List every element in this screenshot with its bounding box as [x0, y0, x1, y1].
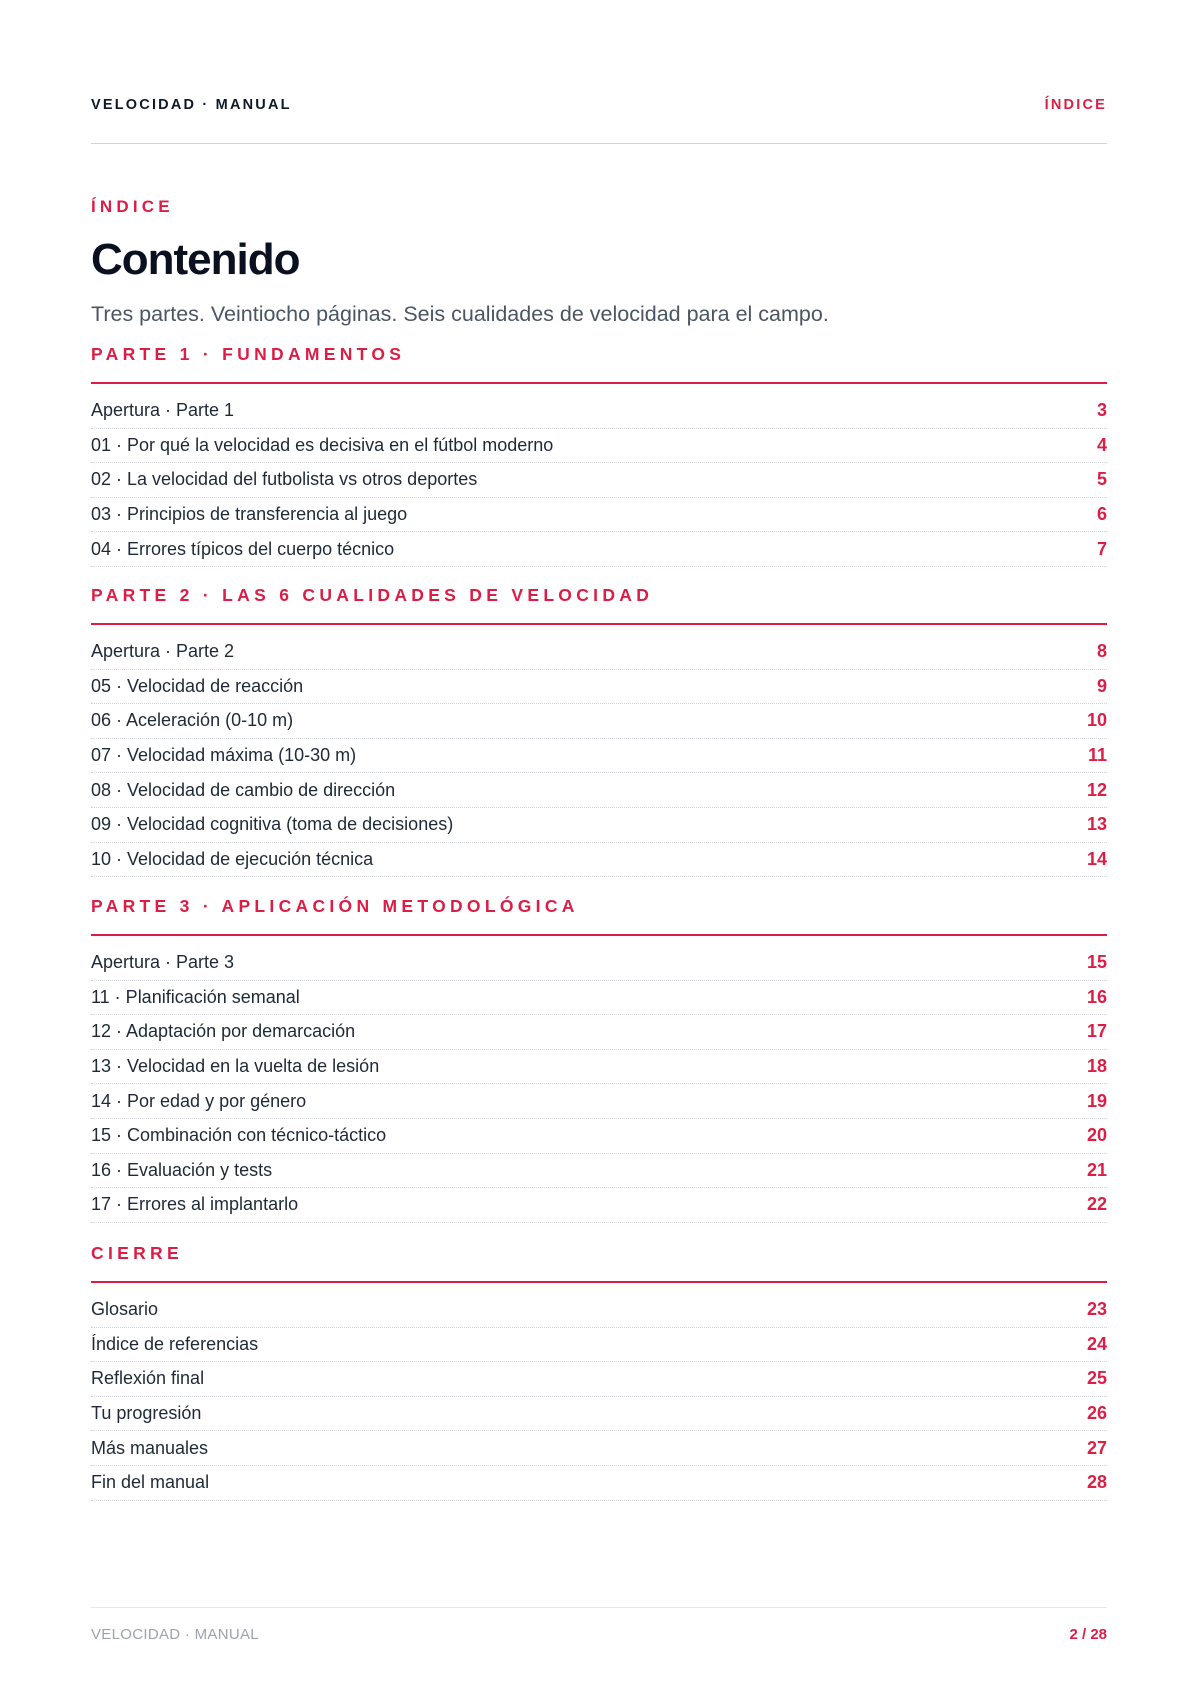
- toc-list: [91, 946, 1107, 1223]
- toc-entry[interactable]: [91, 1050, 1107, 1085]
- toc-entry-page: 16: [1086, 986, 1107, 1007]
- header-divider: [91, 143, 1107, 144]
- toc-entry-label: Índice de referencias: [91, 1333, 259, 1354]
- toc-entry-label: 07 · Velocidad máxima (10-30 m): [91, 745, 357, 766]
- section-heading: [91, 896, 1107, 936]
- section-heading-text: PARTE 1 · FUNDAMENTOS: [91, 344, 406, 364]
- toc-section-part-1: [91, 344, 1107, 567]
- toc-entry[interactable]: [91, 704, 1107, 739]
- toc-entry-label: 13 · Velocidad en la vuelta de lesión: [91, 1056, 380, 1077]
- toc-entry-label: 10 · Velocidad de ejecución técnica: [91, 848, 374, 869]
- toc-entry[interactable]: [91, 429, 1107, 464]
- toc-entry[interactable]: [91, 1084, 1107, 1119]
- toc-entry-label: 14 · Por edad y por género: [91, 1090, 307, 1111]
- toc-entry[interactable]: [91, 463, 1107, 498]
- toc-entry-page: 22: [1086, 1194, 1107, 1215]
- toc-entry-page: 11: [1087, 745, 1107, 766]
- toc-entry-page: 7: [1096, 538, 1107, 559]
- toc-entry[interactable]: [91, 946, 1107, 981]
- toc-entry-page: 21: [1086, 1159, 1107, 1180]
- running-header-title: VELOCIDAD · MANUAL: [91, 97, 292, 113]
- toc-entry[interactable]: [91, 670, 1107, 705]
- toc-list: [91, 1293, 1107, 1501]
- toc-entry[interactable]: [91, 1015, 1107, 1050]
- toc-entry[interactable]: [91, 1188, 1107, 1223]
- toc-entry-page: 20: [1086, 1125, 1107, 1146]
- section-heading: [91, 344, 1107, 384]
- page-subtitle: Tres partes. Veintiocho páginas. Seis cualidades de velocidad para el campo.: [91, 302, 829, 326]
- toc-entry-label: 06 · Aceleración (0-10 m): [91, 710, 294, 731]
- toc-entry-page: 9: [1096, 675, 1107, 696]
- toc-entry-label: 16 · Evaluación y tests: [91, 1159, 273, 1180]
- page: [91, 0, 1107, 1685]
- toc-entry-label: Reflexión final: [91, 1368, 205, 1389]
- section-heading-text: PARTE 3 · APLICACIÓN METODOLÓGICA: [91, 896, 579, 916]
- toc-entry[interactable]: [91, 773, 1107, 808]
- toc-list: [91, 635, 1107, 877]
- toc-entry[interactable]: [91, 843, 1107, 878]
- toc-section-part-2: [91, 585, 1107, 877]
- footer-title: VELOCIDAD · MANUAL: [91, 1626, 259, 1643]
- running-header-section: ÍNDICE: [1044, 97, 1107, 113]
- section-heading-text: CIERRE: [91, 1243, 183, 1263]
- toc-entry-label: 03 · Principios de transferencia al juego: [91, 504, 408, 525]
- toc-entry[interactable]: [91, 1397, 1107, 1432]
- toc-entry-label: Apertura · Parte 3: [91, 952, 235, 973]
- toc-entry-page: 5: [1096, 469, 1107, 490]
- toc-entry-page: 13: [1086, 814, 1107, 835]
- page-title: Contenido: [91, 235, 300, 284]
- toc-entry[interactable]: [91, 498, 1107, 533]
- toc-entry-page: 19: [1086, 1090, 1107, 1111]
- toc-entry[interactable]: [91, 394, 1107, 429]
- toc-entry[interactable]: [91, 808, 1107, 843]
- page-number: 2 / 28: [1069, 1626, 1107, 1643]
- toc-entry[interactable]: [91, 1431, 1107, 1466]
- toc-entry[interactable]: [91, 1119, 1107, 1154]
- toc-entry[interactable]: [91, 532, 1107, 567]
- toc-entry-page: 18: [1086, 1056, 1107, 1077]
- toc-entry-label: 11 · Planificación semanal: [91, 986, 300, 1007]
- toc-entry-page: 17: [1086, 1021, 1107, 1042]
- toc-entry[interactable]: [91, 981, 1107, 1016]
- toc-entry-page: 27: [1086, 1437, 1107, 1458]
- toc-entry-label: 02 · La velocidad del futbolista vs otros deportes: [91, 469, 478, 490]
- section-heading: [91, 1243, 1107, 1283]
- toc-entry-page: 15: [1086, 952, 1107, 973]
- toc-section-part-3: [91, 896, 1107, 1223]
- toc-entry-page: 26: [1086, 1403, 1107, 1424]
- toc-entry-label: Tu progresión: [91, 1403, 202, 1424]
- toc-entry-page: 24: [1086, 1333, 1107, 1354]
- toc-entry[interactable]: [91, 1362, 1107, 1397]
- section-heading-text: PARTE 2 · LAS 6 CUALIDADES DE VELOCIDAD: [91, 585, 654, 605]
- toc-entry-label: 17 · Errores al implantarlo: [91, 1194, 299, 1215]
- toc-entry[interactable]: [91, 1328, 1107, 1363]
- toc-entry[interactable]: [91, 739, 1107, 774]
- toc-list: [91, 394, 1107, 567]
- toc-entry-page: 3: [1096, 400, 1107, 421]
- toc-entry-label: 12 · Adaptación por demarcación: [91, 1021, 356, 1042]
- toc-entry-label: Glosario: [91, 1299, 159, 1320]
- toc-entry-page: 6: [1096, 504, 1107, 525]
- toc-entry-page: 25: [1086, 1368, 1107, 1389]
- toc-entry-page: 23: [1086, 1299, 1107, 1320]
- toc-entry-label: 04 · Errores típicos del cuerpo técnico: [91, 538, 395, 559]
- running-header: [91, 95, 1107, 115]
- footer-divider: [91, 1607, 1107, 1608]
- toc-entry[interactable]: [91, 635, 1107, 670]
- toc-entry-label: Fin del manual: [91, 1472, 210, 1493]
- section-heading: [91, 585, 1107, 625]
- toc-entry-page: 12: [1086, 779, 1107, 800]
- toc-entry-label: 15 · Combinación con técnico-táctico: [91, 1125, 387, 1146]
- toc-entry-page: 8: [1096, 641, 1107, 662]
- toc-entry-label: 09 · Velocidad cognitiva (toma de decisiones): [91, 814, 454, 835]
- toc-entry-label: 05 · Velocidad de reacción: [91, 675, 304, 696]
- toc-entry-page: 4: [1096, 434, 1107, 455]
- toc-entry-page: 28: [1086, 1472, 1107, 1493]
- toc-entry-label: Más manuales: [91, 1437, 209, 1458]
- toc-entry-page: 14: [1086, 848, 1107, 869]
- toc-entry-label: Apertura · Parte 2: [91, 641, 235, 662]
- toc-entry-label: 08 · Velocidad de cambio de dirección: [91, 779, 396, 800]
- page-footer: [91, 1626, 1107, 1643]
- toc-entry[interactable]: [91, 1293, 1107, 1328]
- toc-section-closing: [91, 1243, 1107, 1501]
- toc-entry[interactable]: [91, 1466, 1107, 1501]
- toc-entry-page: 10: [1086, 710, 1107, 731]
- eyebrow-label: ÍNDICE: [91, 197, 174, 216]
- toc-entry-label: Apertura · Parte 1: [91, 400, 235, 421]
- toc-entry-label: 01 · Por qué la velocidad es decisiva en el fútbol moderno: [91, 434, 554, 455]
- toc-entry[interactable]: [91, 1154, 1107, 1189]
